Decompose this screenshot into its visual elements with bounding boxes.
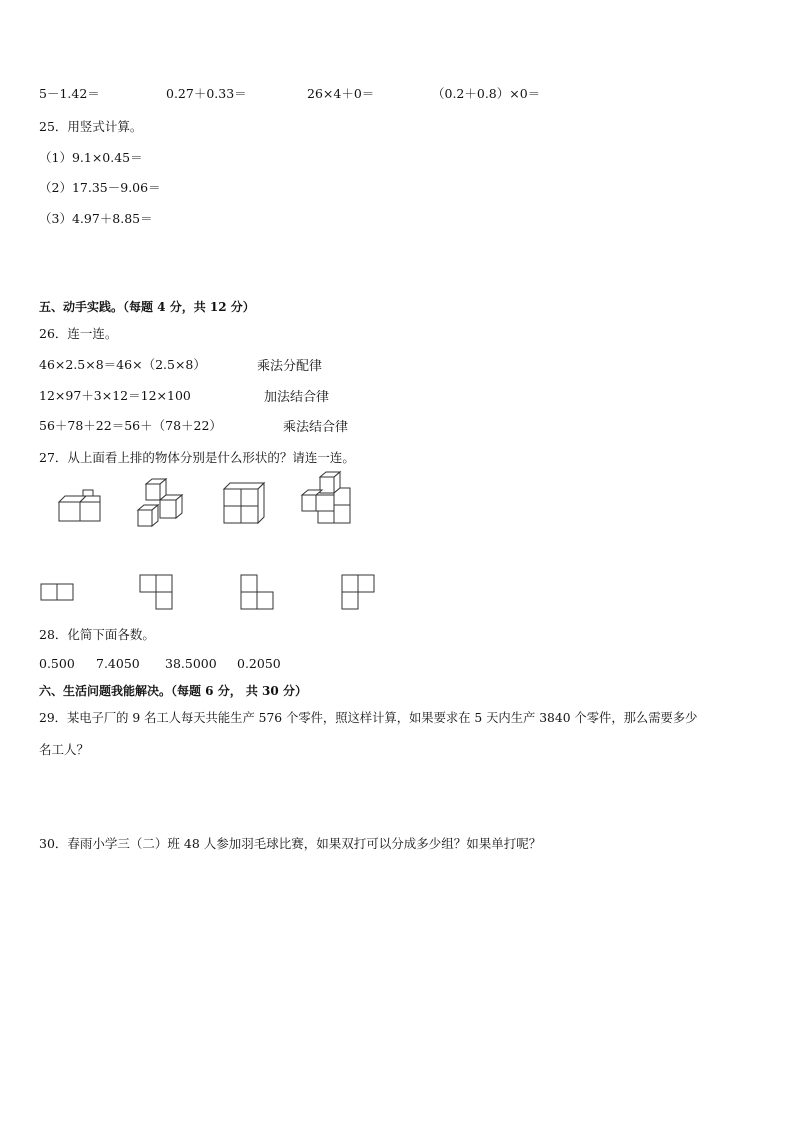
- top-view-shape-3: [240, 574, 278, 612]
- top-view-shape-1: [40, 583, 76, 603]
- question-30: 30．春雨小学三（二）班 48 人参加羽毛球比赛，如果双打可以分成多少组？如果单打呢？: [39, 836, 542, 851]
- question-29-line-1: 29．某电子厂的 9 名工人每天共能生产 576 个零件，照这样计算，如果要求在 5 天内生产 3840 个零件，那么需要多少: [39, 711, 698, 725]
- calc-expression: （0.2＋0.8）×0＝: [432, 86, 541, 101]
- cube-figure-3: [220, 481, 270, 527]
- q28-number: 0.500: [39, 656, 75, 671]
- q26-law-label: 乘法结合律: [283, 420, 349, 435]
- question-28-title: 28．化简下面各数。: [39, 627, 155, 642]
- q26-law-label: 加法结合律: [264, 390, 330, 405]
- question-27-title: 27．从上面看上排的物体分别是什么形状的？请连一连。: [39, 450, 355, 465]
- q26-equation: 12×97＋3×12＝12×100: [39, 388, 191, 403]
- cube-figure-4: [300, 471, 354, 527]
- question-29-line-2: 名工人？: [39, 742, 90, 757]
- q28-number: 0.2050: [237, 656, 281, 671]
- calc-expression: 26×4＋0＝: [307, 86, 375, 101]
- calc-expression: 5－1.42＝: [39, 86, 100, 101]
- top-view-shape-4: [341, 574, 379, 612]
- section-5-heading: 五、动手实践。（每题 4 分，共 12 分）: [39, 300, 255, 314]
- q26-equation: 46×2.5×8＝46×（2.5×8）: [39, 357, 206, 372]
- q26-law-label: 乘法分配律: [257, 359, 323, 374]
- q26-equation: 56＋78＋22＝56＋（78＋22）: [39, 418, 222, 433]
- top-view-shape-2: [139, 574, 177, 612]
- calc-expression: 0.27＋0.33＝: [166, 86, 247, 101]
- question-25-title: 25．用竖式计算。: [39, 119, 143, 134]
- q28-number: 7.4050: [96, 656, 140, 671]
- question-25-item: （3）4.97＋8.85＝: [39, 211, 153, 226]
- question-25-item: （2）17.35－9.06＝: [39, 180, 161, 195]
- question-26-title: 26．连一连。: [39, 326, 118, 341]
- cube-figure-2: [136, 478, 186, 530]
- question-25-item: （1）9.1×0.45＝: [39, 150, 143, 165]
- q28-number: 38.5000: [165, 656, 217, 671]
- cube-figure-1: [56, 488, 106, 528]
- section-6-heading: 六、生活问题我能解决。（每题 6 分， 共 30 分）: [39, 684, 307, 698]
